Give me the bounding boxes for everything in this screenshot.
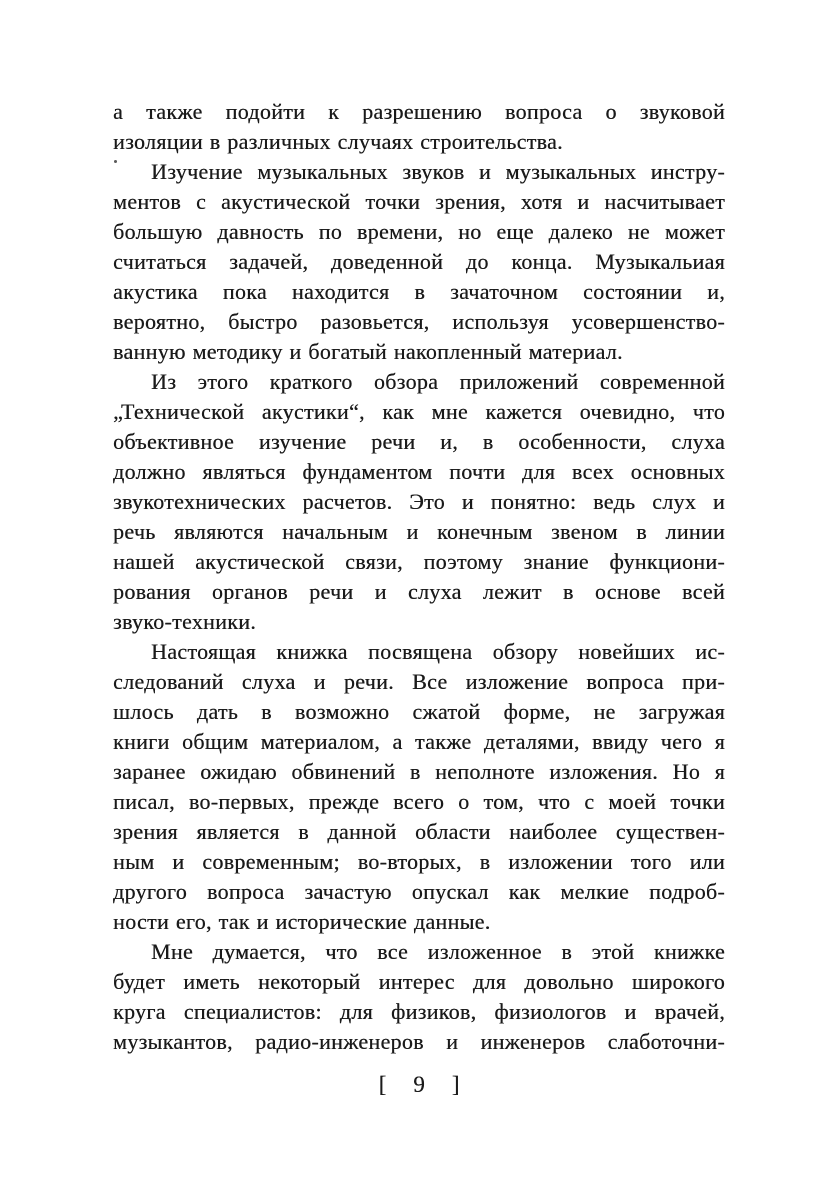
text-line: музыкантов, радио-инженеров и инженеров слаботочни- [113,1029,725,1054]
text-line: ментов с акустической точки зрения, хотя и насчитывает [113,189,725,214]
footer-open-bracket: [ [378,1072,387,1097]
text-line: Изучение музыкальных звуков и музыкальных инстру- [151,159,725,184]
text-line: будет иметь некоторый интерес для довольно широкого [113,969,725,994]
text-line: круга специалистов: для физиков, физиологов и врачей, [113,999,725,1024]
text-line: большую давность по времени, но еще далеко не может [113,219,725,244]
text-line: вероятно, быстро разовьется, используя усовершенство- [113,309,725,334]
text-line: зрения является в данной области наиболее существен- [113,819,725,844]
page-footer [113,1070,725,1100]
text-line: следований слуха и речи. Все изложение вопроса при- [113,669,725,694]
text-line: заранее ожидаю обвинений в неполноте изложения. Но я [113,759,725,784]
text-line: „Технической акустики“, как мне кажется очевидно, что [113,399,725,424]
text-line: другого вопроса зачастую опускал как мелкие подроб- [113,879,725,904]
text-line: объективное изучение речи и, в особенности, слуха [113,429,725,454]
text-line: ванную методику и богатый накопленный материал. [113,339,623,364]
page-number: 9 [413,1072,425,1097]
text-line: изоляции в различных случаях строительства. [113,129,563,154]
text-line: должно являться фундаментом почти для всех основных [113,459,725,484]
scan-speckle [114,160,117,163]
text-line: Мне думается, что все изложенное в этой книжке [151,939,725,964]
text-line: писал, во-первых, прежде всего о том, что с моей точки [113,789,725,814]
text-line: Настоящая книжка посвящена обзору новейших ис- [151,639,725,664]
text-line: шлось дать в возможно сжатой форме, не загружая [113,699,725,724]
text-line: нашей акустической связи, поэтому знание функциони- [113,549,725,574]
text-line: книги общим материалом, а также деталями, ввиду чего я [113,729,725,754]
text-line: ности его, так и исторические данные. [113,909,491,934]
text-line: считаться задачей, доведенной до конца. Музыкальиая [113,249,725,274]
text-line: речь являются начальным и конечным звеном в линии [113,519,725,544]
text-line: акустика пока находится в зачаточном состоянии и, [113,279,725,304]
footer-close-bracket: ] [451,1072,460,1097]
page-text [113,97,725,1057]
text-line: звуко-техники. [113,609,257,634]
text-line: а также подойти к разрешению вопроса о звуковой [113,99,725,124]
text-line: звукотехнических расчетов. Это и понятно: ведь слух и [113,489,725,514]
text-line: ным и современным; во-вторых, в изложении того или [113,849,725,874]
text-line: рования органов речи и слуха лежит в основе всей [113,579,725,604]
text-line: Из этого краткого обзора приложений современной [151,369,725,394]
